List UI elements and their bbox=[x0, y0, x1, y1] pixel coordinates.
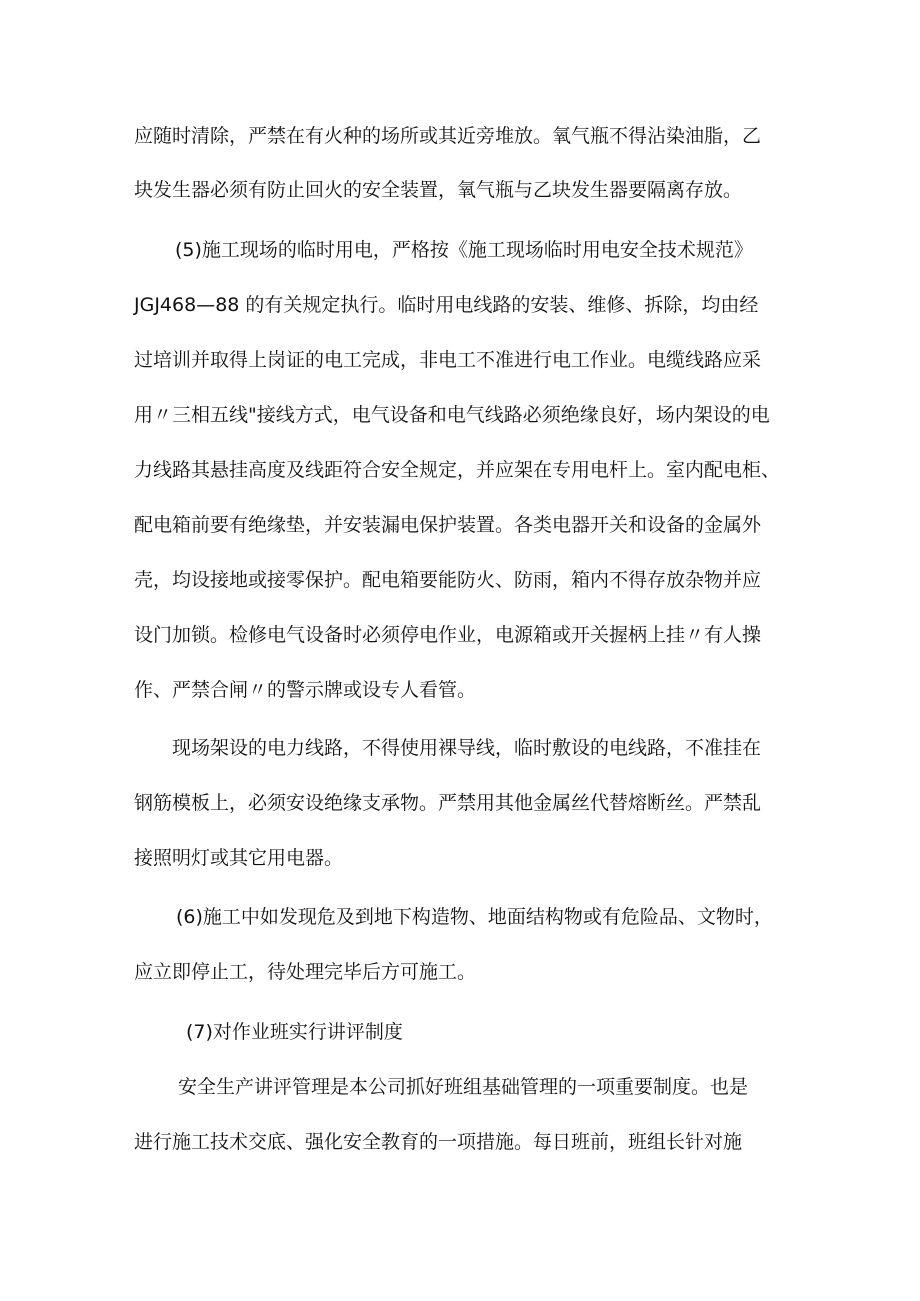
text-line: 钢筋模板上，必须安设绝缘支承物。严禁用其他金属丝代替熔断丝。严禁乱 bbox=[134, 792, 762, 814]
text-line: 现场架设的电力线路，不得使用裸导线，临时敷设的电线路，不准挂在 bbox=[172, 737, 762, 759]
text-line: (5)施工现场的临时用电，严格按《施工现场临时用电安全技术规范》 bbox=[175, 239, 753, 261]
text-line: 应立即停止工，待处理完毕后方可施工。 bbox=[134, 961, 477, 983]
text-line: 接照明灯或其它用电器。 bbox=[134, 847, 344, 869]
text-line: 力线路其悬挂高度及线距符合安全规定，并应架在专用电杆上。室内配电柜、 bbox=[134, 459, 781, 481]
text-line: 壳，均设接地或接零保护。配电箱要能防火、防雨，箱内不得存放杂物并应 bbox=[134, 569, 762, 591]
text-line: JGJ468—88 的有关规定执行。临时用电线路的安装、维修、拆除，均由经 bbox=[134, 294, 759, 316]
text-line: 安全生产讲评管理是本公司抓好班组基础管理的一项重要制度。也是 bbox=[178, 1076, 749, 1098]
text-line: 设门加锁。检修电气设备时必须停电作业，电源箱或开关握柄上挂〃有人操 bbox=[134, 624, 762, 646]
text-line: 块发生器必须有防止回火的安全装置，氧气瓶与乙块发生器要隔离存放。 bbox=[134, 179, 743, 201]
text-line: (6)施工中如发现危及到地下构造物、地面结构物或有危险品、文物时， bbox=[176, 906, 773, 928]
text-line: 用〃三相五线"接线方式，电气设备和电气线路必须绝缘良好，场内架设的电 bbox=[134, 404, 770, 426]
section-heading: (7)对作业班实行讲评制度 bbox=[186, 1021, 403, 1043]
text-line: 进行施工技术交底、强化安全教育的一项措施。每日班前，班组长针对施 bbox=[134, 1131, 743, 1153]
text-line: 配电箱前要有绝缘垫，并安装漏电保护装置。各类电器开关和设备的金属外 bbox=[134, 514, 762, 536]
text-line: 作、严禁合闸〃的警示牌或设专人看管。 bbox=[134, 679, 477, 701]
text-line: 过培训并取得上岗证的电工完成，非电工不准进行电工作业。电缆线路应采 bbox=[134, 349, 762, 371]
text-line: 应随时清除，严禁在有火种的场所或其近旁堆放。氧气瓶不得沾染油脂，乙 bbox=[134, 125, 762, 147]
